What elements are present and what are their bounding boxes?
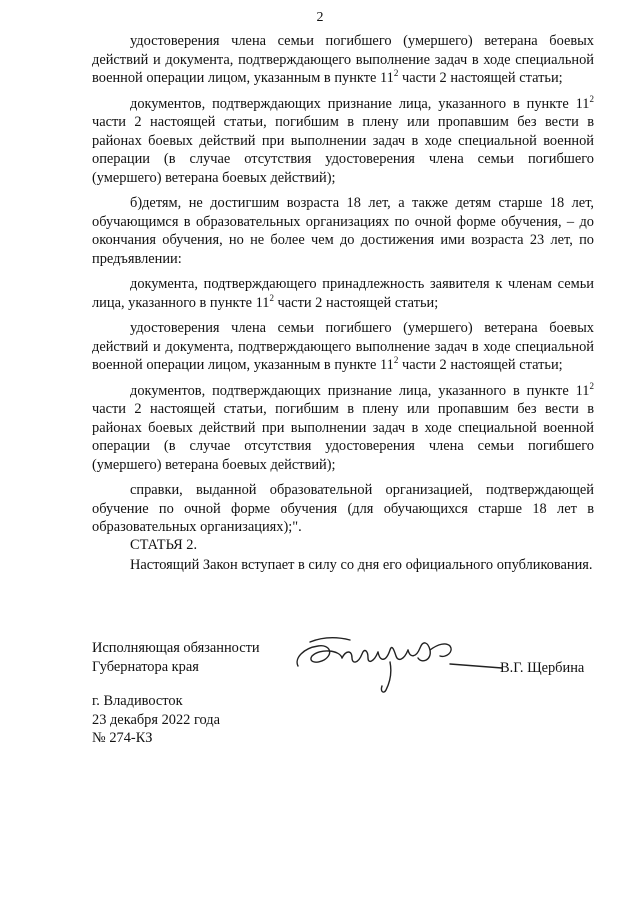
paragraph: б)детям, не достигшим возраста 18 лет, а также детям старше 18 лет, обучающимся в образовательных организациях по очной форме обучения, – до окончания обучения, но не более чем до достижения ими возраста 23 лет, по предъявлении:: [92, 195, 594, 267]
signatory-name: В.Г. Щербина: [500, 660, 585, 676]
paragraph: документов, подтверждающих признание лица, указанного в пункте $11^2$ части 2 настоящей статьи, погибшим в плену или пропавшим без вести в районах боевых действий при выполнении задач в ходе специальной военной операции (в случае отсутствия удостоверения члена семьи погибшего (умершего) ветерана боевых действий);: [92, 93, 594, 186]
place-date-number: [92, 692, 220, 748]
paragraph: удостоверения члена семьи погибшего (умершего) ветерана боевых действий и документа, подтверждающего выполнение задач в ходе специальной военной операции лицом, указанным в пункте $11^2$ части 2 настоящей статьи;: [92, 33, 594, 86]
city: г. Владивосток: [92, 693, 183, 709]
article-2: [92, 536, 594, 574]
signatory-title: Исполняющая обязанности Губернатора края: [92, 640, 260, 675]
law-number: № 274-КЗ: [92, 730, 153, 746]
article-heading: СТАТЬЯ 2.: [130, 537, 198, 553]
page-number: 2: [316, 10, 324, 25]
handwritten-signature-icon: [290, 628, 505, 698]
paragraph: справки, выданной образовательной организацией, подтверждающей обучение по очной форме обучения (для обучающихся старше 18 лет в образовательных организациях);".: [92, 482, 594, 535]
paragraph: документа, подтверждающего принадлежность заявителя к членам семьи лица, указанного в пункте $11^2$ части 2 настоящей статьи;: [92, 276, 594, 311]
date: 23 декабря 2022 года: [92, 711, 221, 728]
article-text: Настоящий Закон вступает в силу со дня его официального опубликования.: [130, 556, 593, 573]
document-body: [92, 32, 594, 544]
paragraph: документов, подтверждающих признание лица, указанного в пункте $11^2$ части 2 настоящей статьи, погибшим в плену или пропавшим без вести в районах боевых действий при выполнении задач в ходе специальной военной операции (в случае отсутствия удостоверения члена семьи погибшего (умершего) ветерана боевых действий);: [92, 380, 594, 473]
paragraph: удостоверения члена семьи погибшего (умершего) ветерана боевых действий и документа, подтверждающего выполнение задач в ходе специальной военной операции лицом, указанным в пункте $11^2$ части 2 настоящей статьи;: [92, 320, 594, 373]
